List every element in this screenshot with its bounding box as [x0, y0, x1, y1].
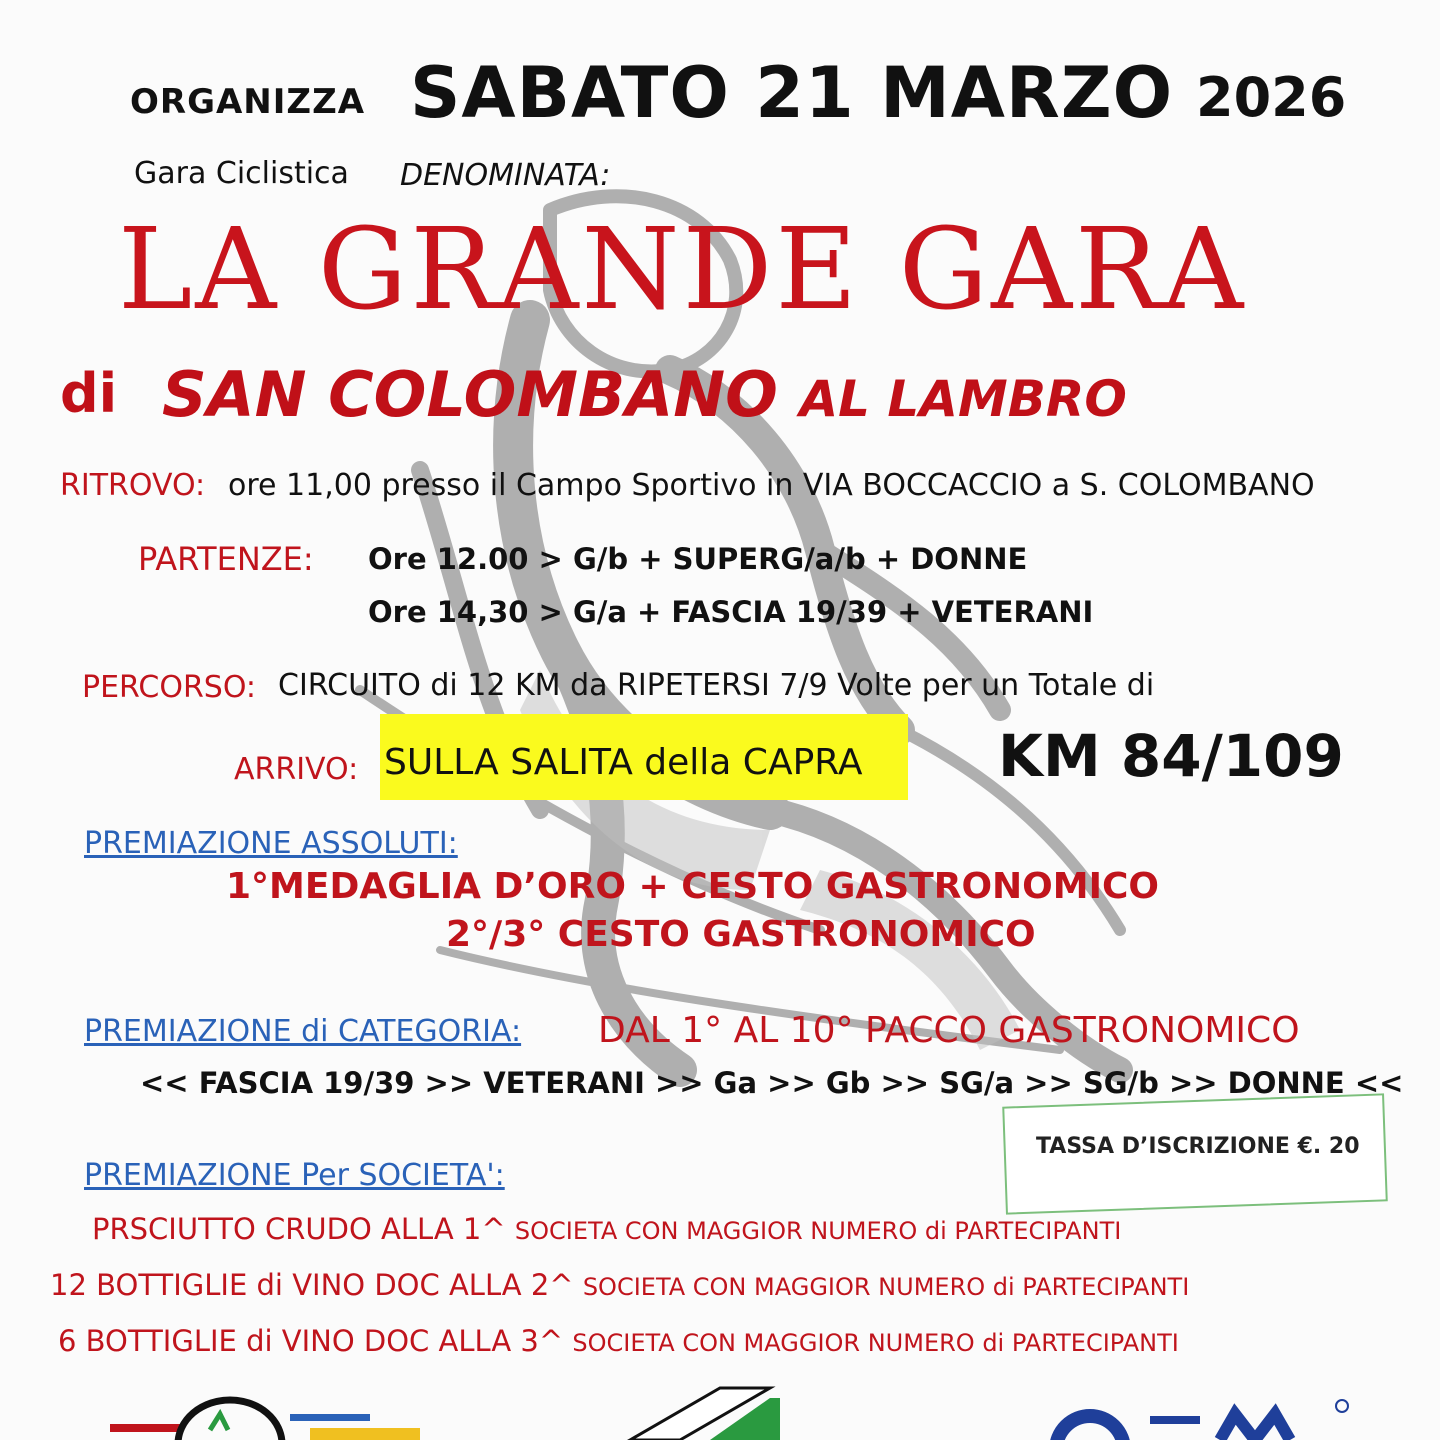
- societa-prize-1: [92, 1212, 1121, 1246]
- sponsor-logo-1: [110, 1384, 430, 1440]
- organizer-label: ORGANIZZA: [130, 82, 366, 122]
- location-title: [162, 358, 1127, 431]
- percorso-text: CIRCUITO di 12 KM da RIPETERSI 7/9 Volte per un Totale di: [278, 668, 1155, 703]
- premiazione-categoria-label: PREMIAZIONE di CATEGORIA:: [84, 1014, 522, 1049]
- societa-prize-2: [50, 1268, 1189, 1302]
- location-main: SAN COLOMBANO: [162, 358, 778, 431]
- location-sub: AL LAMBRO: [799, 370, 1127, 428]
- title-di: di: [60, 362, 118, 425]
- ritrovo-text: ore 11,00 presso il Campo Sportivo in VIA BOCCACCIO a S. COLOMBANO: [228, 468, 1315, 503]
- partenze-line-1: Ore 12.00 > G/b + SUPERG/a/b + DONNE: [368, 542, 1028, 576]
- percorso-label: PERCORSO:: [82, 670, 257, 705]
- societa-prize-2-suffix: SOCIETA CON MAGGIOR NUMERO di PARTECIPANTI: [582, 1273, 1190, 1301]
- race-type-label: Gara Ciclistica: [134, 156, 349, 191]
- societa-prize-3-suffix: SOCIETA CON MAGGIOR NUMERO di PARTECIPANTI: [572, 1329, 1179, 1357]
- societa-prize-1-suffix: SOCIETA CON MAGGIOR NUMERO di PARTECIPANTI: [514, 1217, 1122, 1245]
- premiazione-societa-label: PREMIAZIONE Per SOCIETA':: [84, 1158, 505, 1193]
- event-date: SABATO 21 MARZO: [410, 52, 1174, 134]
- societa-prize-2-text: 12 BOTTIGLIE di VINO DOC ALLA 2^: [50, 1268, 574, 1302]
- premiazione-assoluti-line-2: 2°/3° CESTO GASTRONOMICO: [446, 914, 1036, 955]
- categories-list: << FASCIA 19/39 >> VETERANI >> Ga >> Gb >> SG/a >> SG/b >> DONNE <<: [140, 1066, 1404, 1100]
- ritrovo-label: RITROVO:: [60, 468, 206, 503]
- arrivo-text: SULLA SALITA della CAPRA: [384, 742, 863, 783]
- societa-prize-1-text: PRSCIUTTO CRUDO ALLA 1^: [92, 1212, 506, 1246]
- km-total: KM 84/109: [998, 722, 1344, 790]
- societa-prize-3: [58, 1324, 1179, 1358]
- partenze-line-2: Ore 14,30 > G/a + FASCIA 19/39 + VETERANI: [368, 595, 1094, 629]
- societa-prize-3-text: 6 BOTTIGLIE di VINO DOC ALLA 3^: [58, 1324, 564, 1358]
- sponsor-logo-2: [620, 1384, 790, 1440]
- premiazione-categoria-text: DAL 1° AL 10° PACCO GASTRONOMICO: [598, 1010, 1300, 1051]
- arrivo-label: ARRIVO:: [234, 752, 359, 787]
- denominata-label: DENOMINATA:: [400, 158, 611, 193]
- page-title: LA GRANDE GARA: [118, 205, 1247, 335]
- registration-fee-text: TASSA D’ISCRIZIONE €. 20: [1036, 1134, 1360, 1159]
- premiazione-assoluti-label: PREMIAZIONE ASSOLUTI:: [84, 826, 458, 861]
- premiazione-assoluti-line-1: 1°MEDAGLIA D’ORO + CESTO GASTRONOMICO: [226, 866, 1160, 907]
- sponsor-logo-3: [1050, 1386, 1360, 1440]
- partenze-label: PARTENZE:: [138, 540, 314, 578]
- event-year: 2026: [1196, 66, 1347, 129]
